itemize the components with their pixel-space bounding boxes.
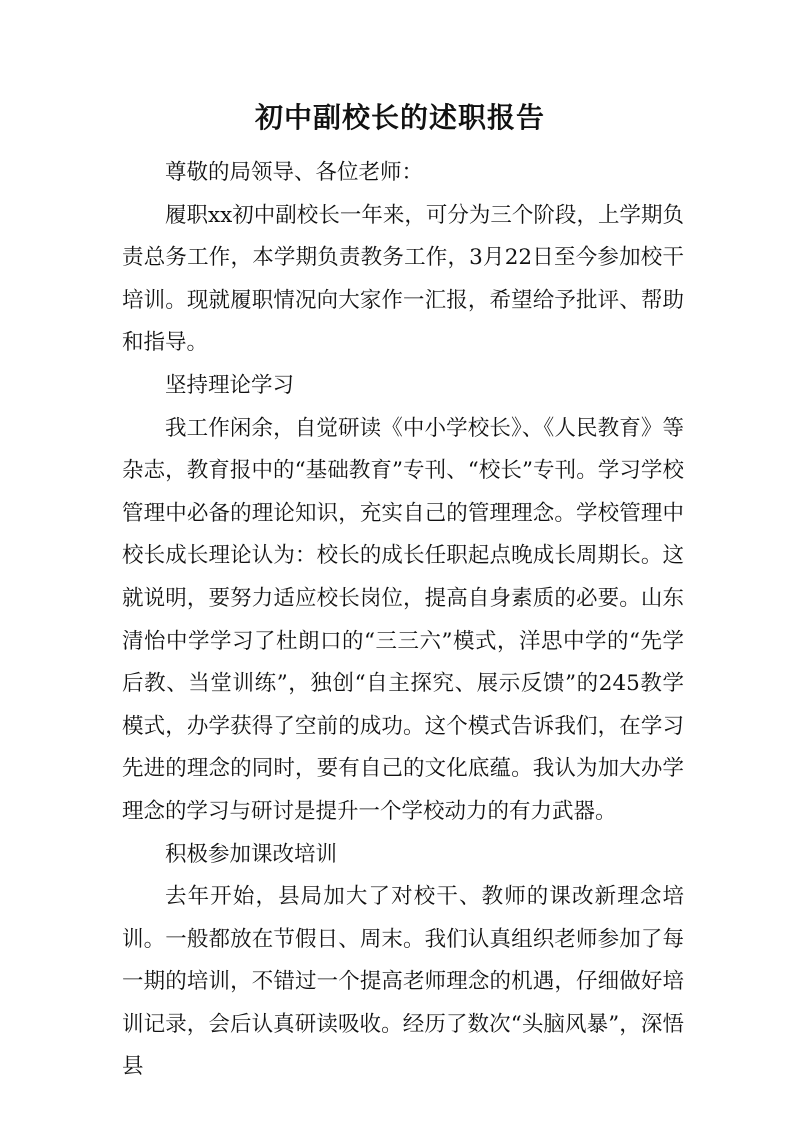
document-body [122, 152, 684, 1089]
document-title: 初中副校长的述职报告 [254, 101, 545, 134]
training-paragraph: 去年开始，县局加大了对校干、教师的课改新理念培训。一般都放在节假日、周末。我们认真组织老师参加了每一期的培训，不错过一个提高老师理念的机遇，仔细做好培训记录，会后认真研读吸收。经历了数次“头脑风暴”，深悟县 [122, 884, 684, 1080]
section-heading-theory: 坚持理论学习 [165, 372, 295, 398]
salutation-paragraph: 尊敬的局领导、各位老师： [165, 160, 424, 185]
intro-paragraph: 履职xx初中副校长一年来，可分为三个阶段，上学期负责总务工作，本学期负责教务工作，3月22日至今参加校干培训。现就履职情况向大家作一汇报，希望给予批评、帮助和指导。 [122, 202, 684, 356]
theory-paragraph: 我工作闲余，自觉研读《中小学校长》、《人民教育》等杂志，教育报中的“基础教育”专刊、“校长”专刊。学习学校管理中必备的理论知识，充实自己的管理理念。学校管理中校长成长理论认为：校长的成长任职起点晚成长周期长。这就说明，要努力适应校长岗位，提高自身素质的必要。山东清怡中学学习了杜朗口的“三三六”模式，洋思中学的“先学后教、当堂训练”，独创“自主探究、展示反馈”的245教学模式，办学获得了空前的成功。这个模式告诉我们，在学习先进的理念的同时，要有自己的文化底蕴。我认为加大办学理念的学习与研讨是提升一个学校动力的有力武器。 [122, 415, 684, 824]
section-heading-training: 积极参加课改培训 [165, 841, 338, 867]
